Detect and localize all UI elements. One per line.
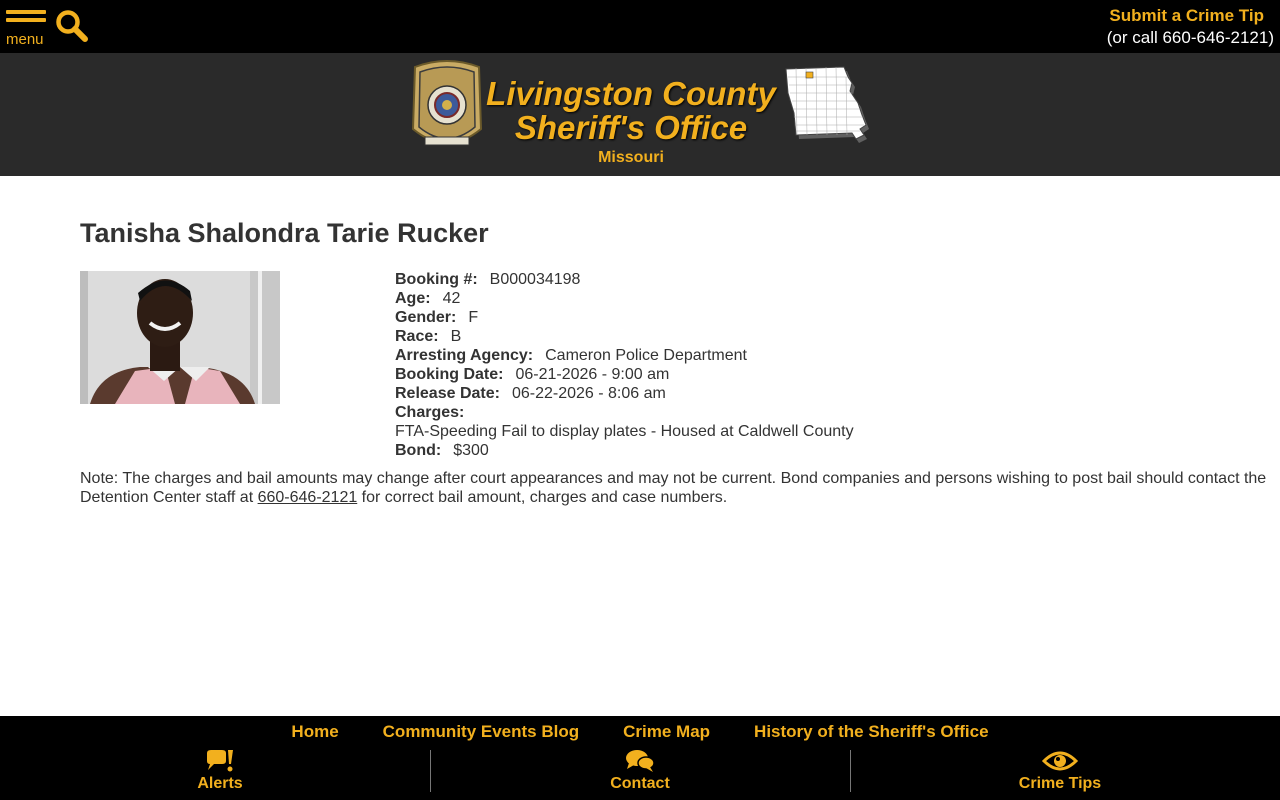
search-button[interactable] xyxy=(55,9,89,43)
contact-label: Contact xyxy=(610,775,670,792)
detail-row-race xyxy=(395,327,854,346)
eye-icon xyxy=(1042,749,1078,773)
sheriff-badge-logo[interactable] xyxy=(409,59,485,155)
menu-button[interactable] xyxy=(6,10,48,50)
footer-link-crime-map[interactable]: Crime Map xyxy=(623,722,711,741)
tip-phone-text: (or call 660-646-2121) xyxy=(1106,28,1274,47)
alert-bubble-icon xyxy=(205,749,235,773)
age-label: Age: xyxy=(395,290,431,307)
footer-divider xyxy=(430,750,431,792)
bail-disclaimer-note xyxy=(80,469,1270,507)
booking-details xyxy=(395,270,854,460)
detail-row-bond xyxy=(395,441,854,460)
bond-value: $300 xyxy=(453,442,489,459)
race-label: Race: xyxy=(395,328,439,345)
age-value: 42 xyxy=(442,290,461,307)
hamburger-icon xyxy=(6,10,46,14)
charges-label: Charges: xyxy=(395,404,465,421)
crime-tips-label: Crime Tips xyxy=(1018,775,1102,792)
detail-row-charges xyxy=(395,403,854,422)
charges-value: FTA-Speeding Fail to display plates - Housed at Caldwell County xyxy=(395,423,854,440)
crime-tip-block xyxy=(1107,5,1274,50)
submit-crime-tip-link[interactable]: Submit a Crime Tip xyxy=(1109,6,1264,25)
contact-button[interactable] xyxy=(540,749,740,794)
menu-label: menu xyxy=(6,31,44,48)
chat-bubbles-icon xyxy=(625,749,655,773)
gender-label: Gender: xyxy=(395,309,457,326)
gender-value: F xyxy=(468,309,479,326)
booking-date-value: 06-21-2026 - 9:00 am xyxy=(515,366,670,383)
release-date-value: 06-22-2026 - 8:06 am xyxy=(511,385,666,402)
inmate-photo xyxy=(80,271,280,404)
footer xyxy=(0,716,1280,800)
note-text: Note: The charges and bail amounts may change after court appearances and may not be current. Bond companies and persons wishing to post bail should contact the Detention Center staff at xyxy=(80,470,1267,506)
site-title[interactable] xyxy=(483,77,779,145)
alerts-label: Alerts xyxy=(197,775,243,792)
release-date-label: Release Date: xyxy=(395,385,500,402)
booking-number-value: B000034198 xyxy=(489,271,581,288)
note-text-end: for correct bail amount, charges and case numbers. xyxy=(357,489,728,506)
site-title-line1: Livingston County xyxy=(486,75,776,112)
bond-label: Bond: xyxy=(395,442,442,459)
footer-divider xyxy=(850,750,851,792)
inmate-name: Tanisha Shalondra Tarie Rucker xyxy=(80,218,489,248)
search-icon xyxy=(55,9,89,43)
hamburger-icon-bar xyxy=(6,18,46,22)
arresting-agency-value: Cameron Police Department xyxy=(545,347,747,364)
footer-link-community-events-blog[interactable]: Community Events Blog xyxy=(382,722,580,741)
alerts-button[interactable] xyxy=(120,749,320,794)
detail-row-arresting-agency xyxy=(395,346,854,365)
footer-link-home[interactable]: Home xyxy=(291,722,339,741)
race-value: B xyxy=(450,328,462,345)
detention-phone-link[interactable]: 660-646-2121 xyxy=(257,489,358,506)
site-subtitle: Missouri xyxy=(598,149,664,166)
detail-row-age xyxy=(395,289,854,308)
top-bar xyxy=(0,0,1280,53)
footer-nav xyxy=(0,721,1280,743)
site-banner xyxy=(0,53,1280,176)
detail-row-booking-date xyxy=(395,365,854,384)
detail-row-release-date xyxy=(395,384,854,403)
footer-link-history[interactable]: History of the Sheriff's Office xyxy=(754,722,989,741)
detail-row-booking-number xyxy=(395,270,854,289)
booking-date-label: Booking Date: xyxy=(395,366,504,383)
missouri-map-icon xyxy=(780,63,872,145)
arresting-agency-label: Arresting Agency: xyxy=(395,347,534,364)
site-title-line2: Sheriff's Office xyxy=(514,109,748,146)
crime-tips-button[interactable] xyxy=(960,749,1160,794)
inmate-detail xyxy=(80,216,1270,506)
detail-row-gender xyxy=(395,308,854,327)
booking-number-label: Booking #: xyxy=(395,271,478,288)
